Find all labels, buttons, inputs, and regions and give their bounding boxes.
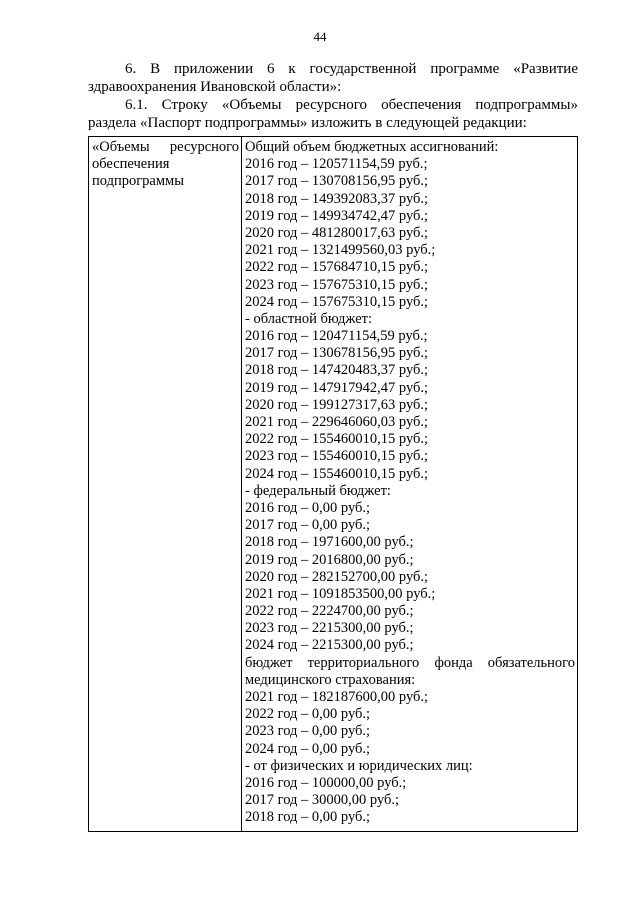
budget-line: 2021 год – 1321499560,03 руб.; [245,242,436,259]
left-cell-line: подпрограммы [92,172,184,189]
budget-line: 2016 год – 0,00 руб.; [245,499,371,516]
left-cell-word: «Объемы [92,139,150,155]
budget-line: 2021 год – 182187600,00 руб.; [245,689,429,705]
table-left-cell [92,139,239,189]
budget-line: 2020 год – 481280017,63 руб.; [245,224,429,241]
budget-line: - федеральный бюджет: [245,482,391,499]
budget-line: 2019 год – 2016800,00 руб.; [245,551,414,568]
budget-line: бюджет территориального фонда обязательного медицинского страхования: [245,654,575,688]
budget-line: 2018 год – 149392083,37 руб.; [245,190,429,207]
budget-line: 2020 год – 282152700,00 руб.; [245,568,429,585]
budget-line: 2023 год – 157675310,15 руб.; [245,276,429,293]
budget-line: 2017 год – 30000,00 руб.; [245,792,400,809]
left-cell-line: обеспечения [92,155,170,172]
table-right-cell [245,139,575,827]
left-cell-word: ресурсного [169,139,239,155]
table-column-divider [241,137,242,831]
budget-line: 2016 год – 120571154,59 руб.; [245,156,428,173]
budget-line: 2017 год – 130678156,95 руб.; [245,345,429,362]
budget-line: 2019 год – 149934742,47 руб.; [245,207,429,224]
paragraph-text: 6.1. Строку «Объемы ресурсного обеспечения подпрограммы» раздела «Паспорт подпрограммы» изложить в следующей редакции: [88,97,578,131]
budget-line: - областной бюджет: [245,310,373,327]
budget-line: 2024 год – 2215300,00 руб.; [245,637,414,654]
budget-line: 2017 год – 130708156,95 руб.; [245,173,429,190]
budget-line: 2021 год – 229646060,03 руб.; [245,414,429,430]
budget-line: 2018 год – 1971600,00 руб.; [245,534,414,551]
budget-line: 2024 год – 157675310,15 руб.; [245,293,429,310]
budget-line: 2024 год – 155460010,15 руб.; [245,465,429,482]
budget-line: 2022 год – 157684710,15 руб.; [245,259,429,276]
budget-line: - от физических и юридических лиц: [245,757,473,774]
budget-line: 2018 год – 147420483,37 руб.; [245,362,429,379]
left-cell-line [92,139,239,156]
paragraph-amendment-6-1 [88,97,578,132]
page-number: 44 [313,29,327,44]
budget-line: 2016 год – 100000,00 руб.; [245,774,407,791]
budget-line: 2021 год – 1091853500,00 руб.; [245,585,436,602]
budget-line: 2022 год – 0,00 руб.; [245,706,371,723]
budget-line: 2022 год – 2224700,00 руб.; [245,603,414,620]
budget-line: 2022 год – 155460010,15 руб.; [245,431,429,448]
budget-line: 2019 год – 147917942,47 руб.; [245,379,429,396]
budget-line: Общий объем бюджетных ассигнований: [245,139,499,155]
budget-line: 2020 год – 199127317,63 руб.; [245,396,429,413]
resource-table [88,136,578,832]
budget-line: 2023 год – 0,00 руб.; [245,723,371,740]
paragraph-text: 6. В приложении 6 к государственной программе «Развитие здравоохранения Ивановской области»: [88,61,578,95]
budget-line: 2023 год – 155460010,15 руб.; [245,448,429,465]
budget-line: 2018 год – 0,00 руб.; [245,809,371,826]
budget-line: 2024 год – 0,00 руб.; [245,740,371,757]
paragraph-amendment-6 [88,61,578,96]
budget-line: 2017 год – 0,00 руб.; [245,517,371,534]
budget-line: 2023 год – 2215300,00 руб.; [245,620,414,637]
budget-line: 2016 год – 120471154,59 руб.; [245,328,428,345]
